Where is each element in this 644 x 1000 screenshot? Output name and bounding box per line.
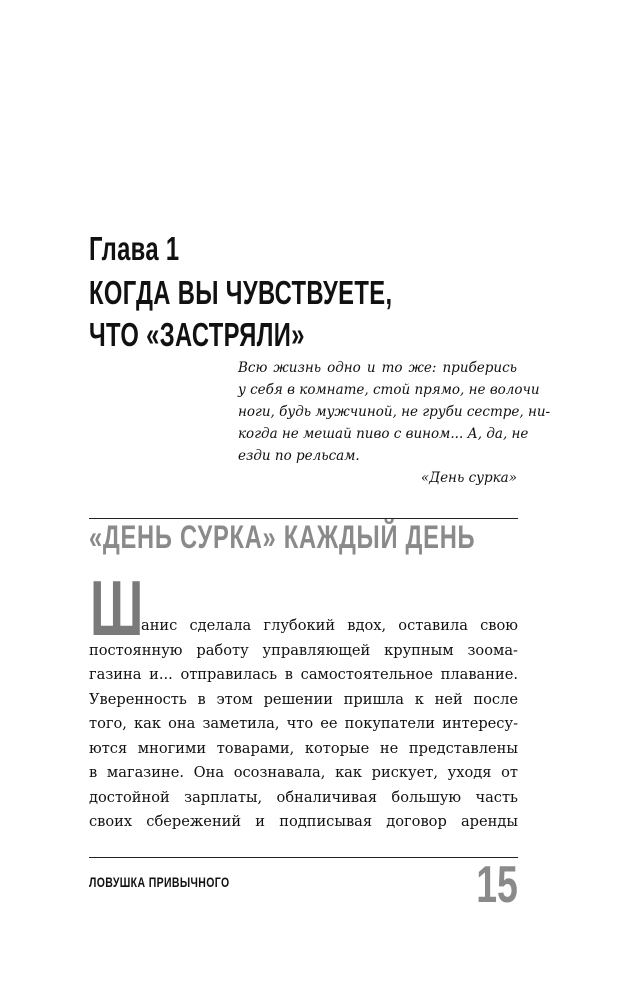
body-line: газина и... отправилась в самостоятельное плавание. <box>89 666 518 683</box>
body-line: того, как она заметила, что ее покупатели интересу- <box>89 715 518 732</box>
chapter-label: Глава 1 <box>89 230 180 267</box>
body-line: анис сделала глубокий вдох, оставила свою <box>141 617 518 634</box>
chapter-title-line: ЧТО «ЗАСТРЯЛИ» <box>89 316 305 353</box>
epigraph-source: «День сурка» <box>420 470 517 486</box>
chapter-title <box>89 272 392 356</box>
body-line: своих сбережений и подписывая договор аренды <box>89 813 518 830</box>
body-line: постоянную работу управляющей крупным зоома- <box>89 641 518 659</box>
body-line: в магазине. Она осознавала, как рискует, уходя от <box>89 764 518 781</box>
epigraph-line: езди по рельсам. <box>238 448 360 464</box>
epigraph-line: у себя в комнате, стой прямо, не волочи <box>238 382 540 398</box>
body-line: ются многими товарами, которые не представлены <box>89 739 518 757</box>
chapter-title-line: КОГДА ВЫ ЧУВСТВУЕТЕ, <box>89 274 393 311</box>
epigraph-line: ноги, будь мужчиной, не груби сестре, ни- <box>238 404 551 420</box>
epigraph <box>238 357 551 489</box>
section-heading: «ДЕНЬ СУРКА» КАЖДЫЙ ДЕНЬ <box>89 519 476 555</box>
epigraph-line: когда не мешай пиво с вином... А, да, не <box>238 426 529 442</box>
drop-cap: Ш <box>90 564 144 652</box>
page-number: 15 <box>476 856 518 914</box>
epigraph-line: Всю жизнь одно и то же: приберись <box>238 360 517 376</box>
body-line: Уверенность в этом решении пришла к ней после <box>89 690 518 708</box>
body-text <box>89 614 518 835</box>
footer-rule <box>89 857 518 858</box>
body-line: достойной зарплаты, обналичивая большую часть <box>89 788 518 806</box>
running-title: ЛОВУШКА ПРИВЫЧНОГО <box>89 874 230 890</box>
